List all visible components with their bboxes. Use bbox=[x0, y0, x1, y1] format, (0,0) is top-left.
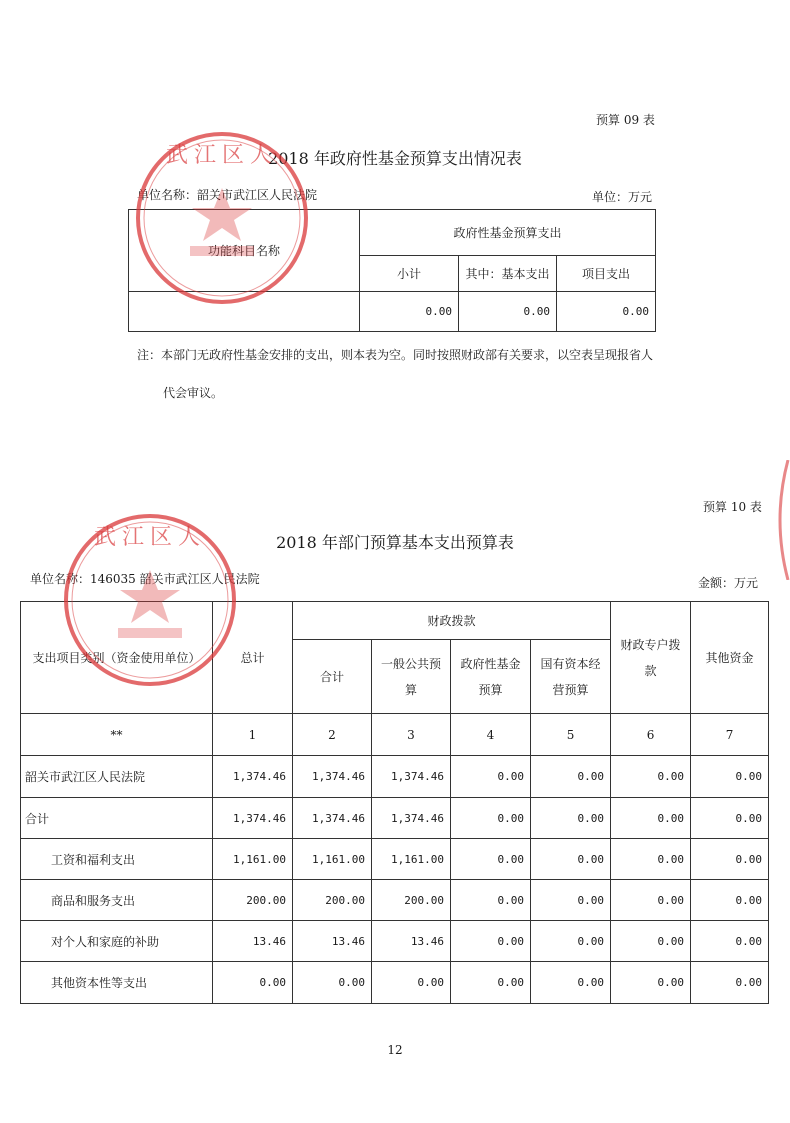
cell-value: 1,161.00 bbox=[293, 839, 372, 880]
table09-header-group: 政府性基金预算支出 bbox=[360, 210, 656, 256]
row-name: 合计 bbox=[21, 798, 213, 839]
cell-value: 0.00 bbox=[691, 921, 769, 962]
cell-value: 200.00 bbox=[293, 880, 372, 921]
svg-text:武江区人: 武江区人 bbox=[165, 143, 279, 168]
cell-value: 0.00 bbox=[691, 962, 769, 1004]
row-name: 工资和福利支出 bbox=[21, 839, 213, 880]
cell-value: 13.46 bbox=[213, 921, 293, 962]
cell-value: 0.00 bbox=[451, 756, 531, 798]
cell-value: 0.00 bbox=[451, 798, 531, 839]
cell-value: 0.00 bbox=[451, 921, 531, 962]
cell-value: 13.46 bbox=[293, 921, 372, 962]
table10-header-state-line2: 营预算 bbox=[552, 682, 589, 697]
cell-value: 13.46 bbox=[372, 921, 451, 962]
table10-index-cell: 6 bbox=[611, 714, 691, 756]
cell-value: 0.00 bbox=[531, 921, 611, 962]
row-name: 商品和服务支出 bbox=[21, 880, 213, 921]
table09-code: 预算 09 表 bbox=[596, 113, 655, 127]
table09-unit-name: 单位名称：韶关市武江区人民法院 bbox=[137, 188, 318, 202]
table09-note-line1: 注：本部门无政府性基金安排的支出，则本表为空。同时按照财政部有关要求，以空表呈现报省人 bbox=[137, 348, 654, 362]
cell-value: 0.00 bbox=[611, 756, 691, 798]
cell-value: 0.00 bbox=[691, 880, 769, 921]
svg-text:武江区人: 武江区人 bbox=[93, 525, 207, 550]
cell-value: 0.00 bbox=[293, 962, 372, 1004]
table10 bbox=[20, 601, 769, 1004]
cell-value: 1,374.46 bbox=[293, 756, 372, 798]
table10-index-cell: 2 bbox=[293, 714, 372, 756]
table10-header-general bbox=[372, 640, 451, 714]
row-name: 韶关市武江区人民法院 bbox=[21, 756, 213, 798]
table10-header-sum: 合计 bbox=[293, 640, 372, 714]
cell-value: 0.00 bbox=[611, 798, 691, 839]
table10-unit: 金额：万元 bbox=[698, 576, 759, 590]
table-row bbox=[21, 880, 769, 921]
cell-value: 200.00 bbox=[213, 880, 293, 921]
table-row bbox=[21, 839, 769, 880]
page-number: 12 bbox=[387, 1043, 403, 1057]
cell-value: 0.00 bbox=[531, 880, 611, 921]
table09-row-name bbox=[129, 292, 360, 332]
table-row bbox=[21, 798, 769, 839]
cell-value: 0.00 bbox=[691, 839, 769, 880]
cell-value: 0.00 bbox=[691, 798, 769, 839]
table09-header-project: 项目支出 bbox=[557, 256, 656, 292]
cell-value: 0.00 bbox=[531, 962, 611, 1004]
table10-index-cell: ** bbox=[21, 714, 213, 756]
table10-index-cell: 4 bbox=[451, 714, 531, 756]
table09-header-basic: 其中：基本支出 bbox=[459, 256, 557, 292]
table10-header-state-line1: 国有资本经 bbox=[540, 656, 601, 671]
cell-value: 0.00 bbox=[531, 756, 611, 798]
cell-value: 0.00 bbox=[611, 880, 691, 921]
table10-header-total: 总计 bbox=[213, 602, 293, 714]
cell-value: 0.00 bbox=[611, 962, 691, 1004]
table10-unit-name: 单位名称：146035 韶关市武江区人民法院 bbox=[30, 572, 260, 586]
table10-header-special-line2: 款 bbox=[644, 663, 657, 678]
table09-header-func-name: 功能科目名称 bbox=[129, 210, 360, 292]
table10-header-special-line1: 财政专户拨 bbox=[620, 637, 681, 652]
table09-row-project: 0.00 bbox=[557, 292, 656, 332]
table10-title: 2018 年部门预算基本支出预算表 bbox=[276, 533, 514, 552]
table10-header-fund-line2: 预算 bbox=[478, 682, 503, 697]
table10-index-cell: 3 bbox=[372, 714, 451, 756]
cell-value: 0.00 bbox=[611, 839, 691, 880]
cell-value: 0.00 bbox=[531, 798, 611, 839]
table09-header-subtotal: 小计 bbox=[360, 256, 459, 292]
cell-value: 0.00 bbox=[531, 839, 611, 880]
table09-row-subtotal: 0.00 bbox=[360, 292, 459, 332]
table10-header-group: 财政拨款 bbox=[293, 602, 611, 640]
table-row bbox=[21, 921, 769, 962]
table09 bbox=[128, 209, 656, 332]
cell-value: 0.00 bbox=[451, 839, 531, 880]
table10-index-cell: 5 bbox=[531, 714, 611, 756]
table09-row-basic: 0.00 bbox=[459, 292, 557, 332]
table10-code: 预算 10 表 bbox=[703, 500, 762, 514]
table10-index-row bbox=[21, 714, 769, 756]
cell-value: 0.00 bbox=[372, 962, 451, 1004]
table10-header-fund-line1: 政府性基金 bbox=[460, 656, 521, 671]
table10-header-general-line1: 一般公共预 bbox=[380, 656, 441, 671]
table10-header-fund bbox=[451, 640, 531, 714]
cell-value: 0.00 bbox=[451, 962, 531, 1004]
cell-value: 1,374.46 bbox=[213, 798, 293, 839]
seal-edge-fragment-icon bbox=[768, 460, 790, 580]
table09-title: 2018 年政府性基金预算支出情况表 bbox=[268, 149, 522, 168]
table10-header-special bbox=[611, 602, 691, 714]
cell-value: 1,161.00 bbox=[213, 839, 293, 880]
table10-header-category: 支出项目类别（资金使用单位） bbox=[21, 602, 213, 714]
table-row bbox=[21, 962, 769, 1004]
table10-header-other: 其他资金 bbox=[691, 602, 769, 714]
cell-value: 1,374.46 bbox=[372, 798, 451, 839]
cell-value: 0.00 bbox=[691, 756, 769, 798]
table10-header-general-line2: 算 bbox=[404, 682, 417, 697]
table10-index-cell: 7 bbox=[691, 714, 769, 756]
table09-unit: 单位：万元 bbox=[592, 190, 653, 204]
row-name: 对个人和家庭的补助 bbox=[21, 921, 213, 962]
cell-value: 1,161.00 bbox=[372, 839, 451, 880]
cell-value: 0.00 bbox=[451, 880, 531, 921]
table10-header-state bbox=[531, 640, 611, 714]
cell-value: 0.00 bbox=[213, 962, 293, 1004]
table10-index-cell: 1 bbox=[213, 714, 293, 756]
cell-value: 1,374.46 bbox=[213, 756, 293, 798]
cell-value: 200.00 bbox=[372, 880, 451, 921]
cell-value: 0.00 bbox=[611, 921, 691, 962]
cell-value: 1,374.46 bbox=[293, 798, 372, 839]
table-row bbox=[21, 756, 769, 798]
table09-note-line2: 代会审议。 bbox=[163, 386, 224, 400]
row-name: 其他资本性等支出 bbox=[21, 962, 213, 1004]
cell-value: 1,374.46 bbox=[372, 756, 451, 798]
